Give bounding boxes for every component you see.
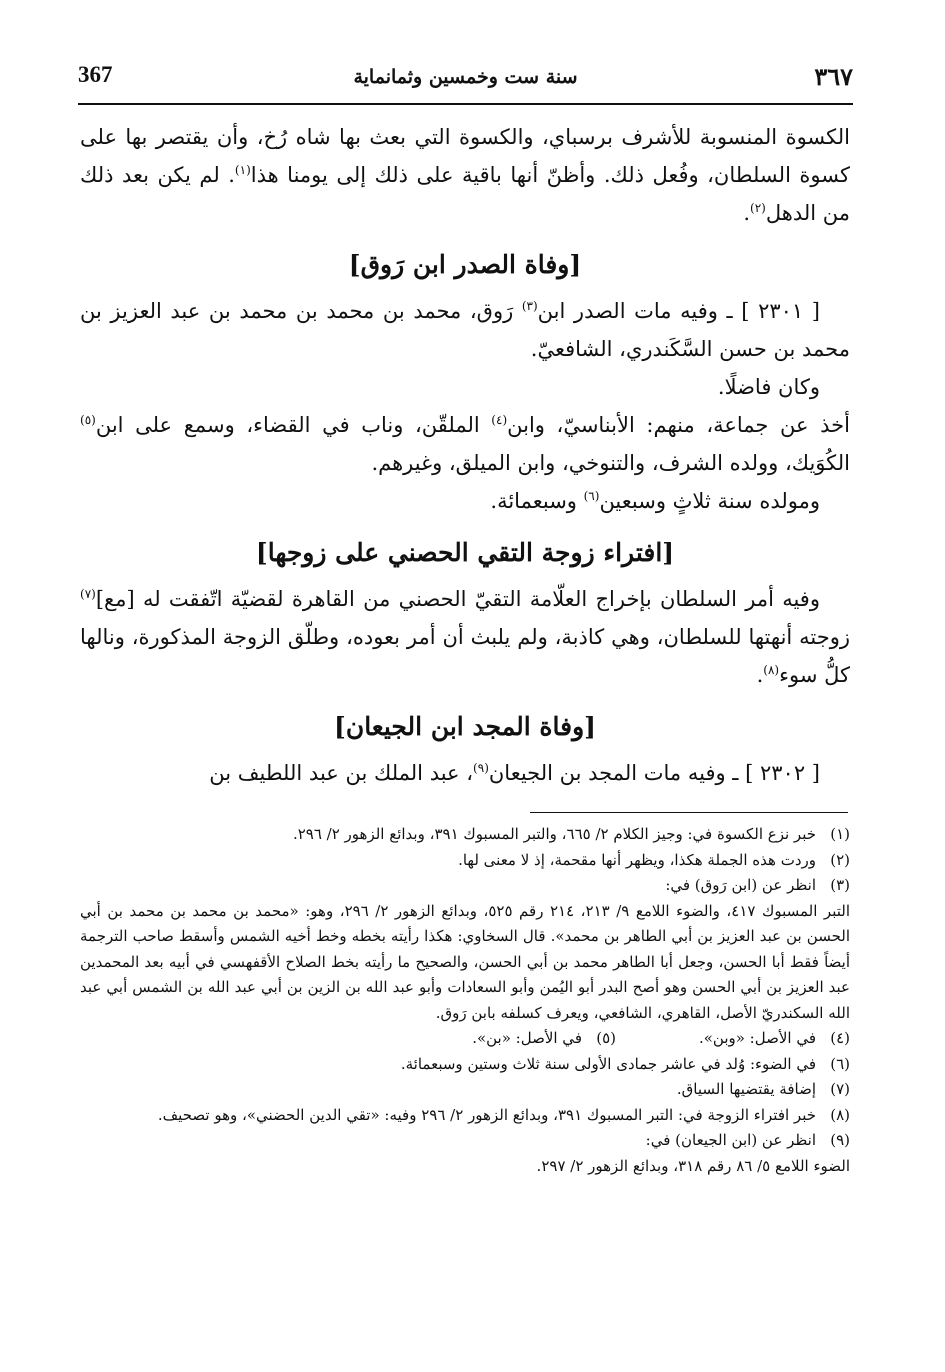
footnote-1 [80, 822, 850, 848]
teachers-text-end: الكُوَيك، وولده الشرف، والتنوخي، وابن الميلق، وغيرهم. [371, 451, 850, 475]
intro-end: . [743, 201, 751, 225]
taqi-text: وفيه أمر السلطان بإخراج العلّامة التقيّ الحصني من القاهرة لقضيّة اتّفقت له [مع] [95, 587, 820, 611]
page-header [78, 62, 853, 102]
page-number-arabic: ٣٦٧ [814, 62, 853, 91]
footnote-ref-8[interactable]: (٨) [763, 663, 780, 677]
footnote-number: (٩) [830, 1131, 850, 1149]
footnote-number: (٦) [830, 1054, 850, 1073]
footnote-ref-4[interactable]: (٤) [491, 413, 508, 427]
birth-text: ومولده سنة ثلاثٍ وسبعين [599, 489, 820, 513]
footnote-number: (٧) [830, 1080, 850, 1098]
footnote-7 [80, 1077, 850, 1103]
footnote-text: في الضوء: وُلد في عاشر جمادى الأولى سنة ثلاث وستين وسبعمائة. [400, 1054, 816, 1073]
footnote-number: (٥) [596, 1029, 616, 1047]
section-heading-ibn-rawq: [وفاة الصدر ابن رَوق] [348, 250, 582, 279]
footnote-ref-9[interactable]: (٩) [473, 761, 489, 775]
entry-2301-text: [ ٢٣٠١ ] ـ وفيه مات الصدر ابن [537, 299, 820, 323]
teachers-text-cont: الملقّن، وناب في القضاء، وسمع على ابن [95, 413, 492, 437]
header-rule [78, 103, 853, 105]
footnote-9 [80, 1128, 850, 1154]
footnote-number: (٤) [830, 1029, 850, 1047]
intro-text: الكسوة المنسوبة للأشرف برسباي، والكسوة التي بعث بها شاه رُخ، وأن يقتصر بها على كسوة السلطان، وفُعل ذلك. وأظنّ أنها باقية على ذلك إلى يومنا هذا [80, 125, 850, 187]
footnote-number: (٨) [830, 1105, 850, 1124]
taqi-text-end: . [756, 663, 764, 687]
footnote-3 [80, 873, 850, 899]
entry-2301-teachers [80, 406, 850, 482]
footnote-3-continuation: التبر المسبوك ٤١٧، والضوء اللامع ٩/ ٢١٣، ٢١٤ رقم ٥٢٥، وبدائع الزهور ٢/ ٢٩٦، وهو: «محمد بن محمد بن محمد بن أبي الحسن بن عبد العزيز بن أبي الطاهر بن محمد». قال السخاوي: هكذا رأيته بخطه وخط أخيه الشمس وأسقط صاحب الترجمة أيضاً فقط أبا الحسن، وجعل أبا الطاهر محمد بن أبي الحسن، والصحيح ما رأيته بخط الصلاح الأقفهسي في أبيه بعد المحمدين عبد العزيز بن أبي الحسن وهو أصح البدر أبو اليُمن وأبو السعادات وأبو عبد الله بن الزين بن أبي عبد الله بن الشمس أبي عبد الله السكندريّ الأصل، القاهري، الشافعي، ويعرف كسلفه بابن رَوق. [80, 901, 850, 1022]
footnote-5-text: في الأصل: «بن». [472, 1029, 582, 1047]
section-heading-ibn-jiyan: [وفاة المجد ابن الجيعان] [334, 712, 596, 741]
entry-2302-text-cont: ، عبد الملك بن عبد اللطيف بن [209, 761, 474, 785]
entry-2301-text-cont: رَوق، محمد بن محمد بن محمد بن عبد العزيز بن محمد بن حسن السَّكَندري، الشافعيّ. [80, 299, 850, 361]
footnote-4-5 [80, 1026, 850, 1052]
footnotes [80, 822, 850, 1179]
footnote-ref-2[interactable]: (٢) [750, 201, 766, 215]
entry-2301 [80, 292, 850, 368]
footnote-ref-6[interactable]: (٦) [583, 489, 600, 503]
footnote-text: خبر نزع الكسوة في: وجيز الكلام ٢/ ٦٦٥، والتبر المسبوك ٣٩١، وبدائع الزهور ٢/ ٢٩٦. [292, 825, 816, 843]
footnote-ref-1[interactable]: (١) [234, 163, 251, 177]
intro-text-cont: . لم يكن بعد ذلك من الدهل [80, 163, 850, 225]
footnote-text: وردت هذه الجملة هكذا، ويظهر أنها مقحمة، إذ لا معنى لها. [458, 850, 816, 869]
footnote-ref-5[interactable]: (٥) [80, 413, 96, 427]
footnote-6 [80, 1052, 850, 1078]
taqi-text-cont: زوجته أنهتها للسلطان، وهي كاذبة، ولم يلبث أن أمر بعوده، وطلّق الزوجة المذكورة، ونالها كلُّ سوء [80, 625, 850, 687]
entry-2302-text: [ ٢٣٠٢ ] ـ وفيه مات المجد بن الجيعان [488, 761, 820, 785]
section-heading-taqi-hisni: [افتراء زوجة التقي الحصني على زوجها] [255, 538, 675, 567]
footnote-text: انظر عن (ابن الجيعان) في: [645, 1131, 816, 1149]
footnote-2 [80, 848, 850, 874]
footnote-number: (٢) [830, 850, 850, 869]
footnote-text: انظر عن (ابن رَوق) في: [665, 876, 816, 894]
main-text [80, 118, 850, 792]
entry-2301-virtue: وكان فاضلًا. [717, 375, 820, 399]
footnote-ref-7[interactable]: (٧) [80, 587, 96, 601]
footnote-separator [530, 812, 848, 813]
footnote-text: إضافة يقتضيها السياق. [676, 1080, 816, 1098]
footnote-number: (٣) [830, 876, 850, 894]
running-title: سنة ست وخمسين وثمانماية [353, 66, 578, 88]
footnote-9-continuation: الضوء اللامع ٥/ ٨٦ رقم ٣١٨، وبدائع الزهور ٢/ ٢٩٧. [536, 1156, 850, 1175]
footnote-4-text: في الأصل: «وبن». [698, 1029, 816, 1047]
footnote-text: خبر افتراء الزوجة في: التبر المسبوك ٣٩١، وبدائع الزهور ٢/ ٢٩٦ وفيه: «تقي الدين الحضني»، وهو تصحيف. [157, 1105, 816, 1124]
page-number-latin: 367 [78, 62, 113, 87]
entry-2301-birth [80, 482, 850, 520]
birth-text-end: وسبعمائة. [490, 489, 584, 513]
teachers-text: أخذ عن جماعة، منهم: الأبناسيّ، وابن [507, 413, 850, 437]
footnote-ref-3[interactable]: (٣) [521, 299, 538, 313]
taqi-hisni-paragraph [80, 580, 850, 694]
intro-paragraph [80, 118, 850, 232]
entry-2302 [80, 754, 850, 792]
footnote-8 [80, 1103, 850, 1129]
footnote-number: (١) [830, 825, 850, 843]
